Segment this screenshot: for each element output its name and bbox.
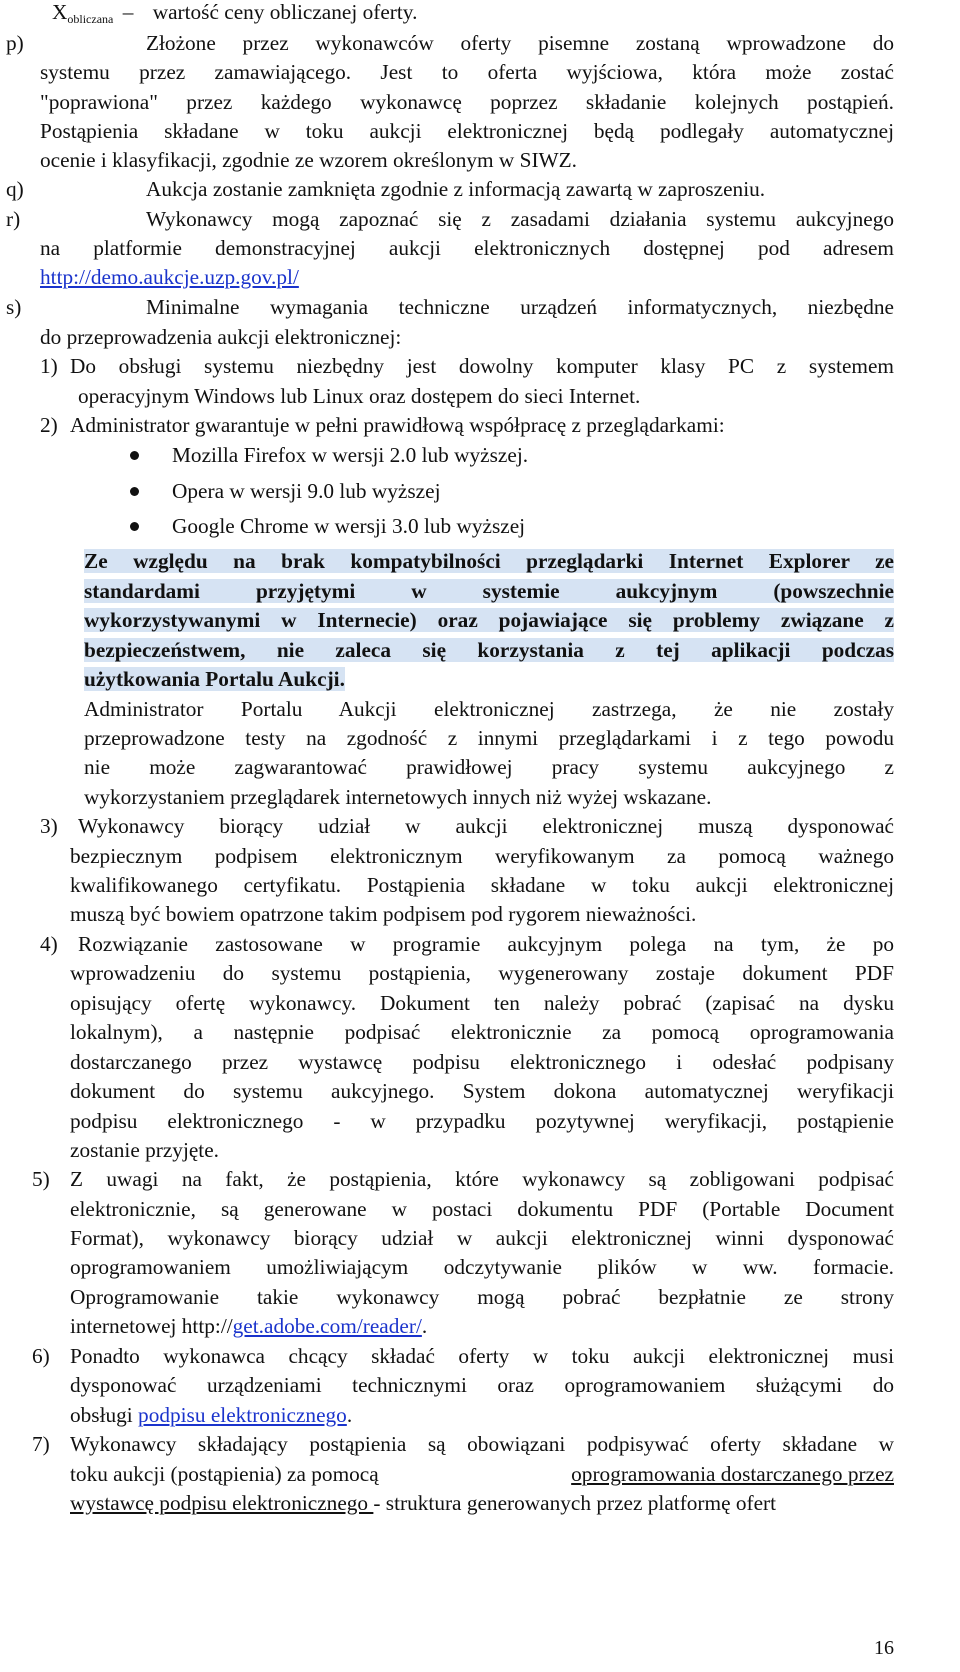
admin-note-line: przeprowadzone testy na zgodność z innymi przeglądarkami i z tego powodu — [84, 726, 894, 750]
adobe-reader-link[interactable]: get.adobe.com/reader/ — [232, 1314, 422, 1338]
item-r-marker: r) — [6, 207, 21, 231]
admin-note-line: wykorzystaniem przeglądarek internetowych innych niż wyżej wskazane. — [84, 785, 712, 809]
sub-item-5-line: Z uwagi na fakt, że postąpienia, które wykonawcy są zobligowani podpisać — [70, 1167, 894, 1191]
browser-item-opera: Opera w wersji 9.0 lub wyższej — [172, 479, 441, 503]
sub-item-5-last-line: internetowej http://get.adobe.com/reader/. — [70, 1314, 428, 1338]
sub-item-3-line: kwalifikowanego certyfikatu. Postąpienia składane w toku aukcji elektronicznej — [70, 873, 894, 897]
item-q-text: Aukcja zostanie zamknięta zgodnie z informacją zawartą w zaproszeniu. — [146, 177, 766, 201]
sub-item-4-line: zostanie przyjęte. — [70, 1138, 220, 1162]
item-p-line: "poprawiona" przez każdego wykonawcę poprzez składanie kolejnych postąpień. — [40, 90, 894, 114]
sub-item-5-line: Oprogramowanie takie wykonawcy mogą pobrać bezpłatnie ze strony — [70, 1285, 894, 1309]
page-number: 16 — [874, 1637, 894, 1659]
sub-item-6-marker: 6) — [32, 1344, 50, 1368]
item-r-line: na platformie demonstracyjnej aukcji elektronicznych dostępnej pod adresem — [40, 236, 894, 260]
sub-item-4-line: podpisu elektronicznego - w przypadku pozytywnej weryfikacji, postąpienie — [70, 1109, 894, 1133]
sub-item-1-line: operacyjnym Windows lub Linux oraz dostępem do sieci Internet. — [78, 384, 641, 408]
item-s-marker: s) — [6, 295, 22, 319]
sub-item-2-text: Administrator gwarantuje w pełni prawidłową współpracę z przeglądarkami: — [70, 413, 725, 437]
sub-item-4-line: dostarczanego przez wystawcę podpisu elektronicznego i odesłać podpisany — [70, 1050, 894, 1074]
sub-item-4-line: Rozwiązanie zastosowane w programie aukcyjnym polega na tym, że po — [78, 932, 894, 956]
item-q-marker: q) — [6, 177, 24, 201]
sub-item-6-line: Ponadto wykonawca chcący składać oferty w toku aukcji elektronicznej musi — [70, 1344, 894, 1368]
item-r-text: Wykonawcy mogą zapoznać się z zasadami działania systemu aukcyjnego — [146, 207, 894, 231]
item-p-line: ocenie i klasyfikacji, zgodnie ze wzorem określonym w SIWZ. — [40, 148, 577, 172]
sub-item-4-line: dokument do systemu aukcyjnego. System dokona automatycznej weryfikacji — [70, 1079, 894, 1103]
sub-item-3-marker: 3) — [40, 814, 58, 838]
sub-item-1-text: Do obsługi systemu niezbędny jest dowolny komputer klasy PC z systemem — [70, 354, 894, 378]
browser-item-firefox: Mozilla Firefox w wersji 2.0 lub wyższej. — [172, 443, 529, 467]
sub-item-4-line: opisujący ofertę wykonawcy. Dokument ten należy pobrać (zapisać na dysku — [70, 991, 894, 1015]
sub-item-6-last-line: obsługi podpisu elektronicznego. — [70, 1403, 353, 1427]
admin-note-line: Administrator Portalu Aukcji elektronicznej zastrzega, że nie zostały — [84, 697, 894, 721]
bullet-icon — [130, 522, 139, 531]
ie-warning-line: bezpieczeństwem, nie zaleca się korzystania z tej aplikacji podczas — [84, 638, 894, 662]
sub-item-7-line: toku aukcji (postąpienia) za pomocą oprogramowania dostarczanego przez — [70, 1462, 894, 1486]
sub-item-4-line: lokalnym), a następnie podpisać elektronicznie za pomocą oprogramowania — [70, 1020, 894, 1044]
ie-warning-line: wykorzystywanymi w Internecie) oraz pojawiające się problemy związane z — [84, 608, 894, 632]
sub-item-7-marker: 7) — [32, 1432, 50, 1456]
ie-warning-line: użytkowania Portalu Aukcji. — [84, 667, 345, 691]
sub-item-5-line: elektronicznie, są generowane w postaci dokumentu PDF (Portable Document — [70, 1197, 894, 1221]
browser-item-chrome: Google Chrome w wersji 3.0 lub wyższej — [172, 514, 526, 538]
sub-item-5-marker: 5) — [32, 1167, 50, 1191]
item-s-text: Minimalne wymagania techniczne urządzeń informatycznych, niezbędne — [146, 295, 894, 319]
sub-item-4-line: wprowadzeniu do systemu postąpienia, wygenerowany zostaje dokument PDF — [70, 961, 894, 985]
sub-item-5-line: Format), wykonawcy biorący udział w aukcji elektronicznej winni dysponować — [70, 1226, 894, 1250]
item-p-line: Postąpienia składane w toku aukcji elektronicznej będą podlegały automatycznej — [40, 119, 894, 143]
sub-item-2-marker: 2) — [40, 413, 58, 437]
formula-definition: $X_{obliczana}$ – wartość ceny obliczanej oferty. — [52, 0, 418, 26]
sub-item-7-line: Wykonawcy składający postąpienia są obowiązani podpisywać oferty składane w — [70, 1432, 894, 1456]
item-p-marker: p) — [6, 31, 24, 55]
sub-item-7-line: wystawcę podpisu elektronicznego - struktura generowanych przez platformę ofert — [70, 1491, 777, 1515]
ie-warning-line: standardami przyjętymi w systemie aukcyjnym (powszechnie — [84, 579, 894, 603]
sub-item-1-marker: 1) — [40, 354, 58, 378]
sub-item-6-line: dysponować urządzeniami technicznymi oraz oprogramowaniem służącymi do — [70, 1373, 894, 1397]
admin-note-line: nie może zagwarantować prawidłowej pracy systemu aukcyjnego z — [84, 755, 894, 779]
item-s-line: do przeprowadzenia aukcji elektronicznej: — [40, 325, 402, 349]
bullet-icon — [130, 487, 139, 496]
bullet-icon — [130, 451, 139, 460]
ie-warning-line: Ze względu na brak kompatybilności przeglądarki Internet Explorer ze — [84, 549, 894, 573]
item-p-text: Złożone przez wykonawców oferty pisemne zostaną wprowadzone do — [146, 31, 894, 55]
item-p-line: systemu przez zamawiającego. Jest to oferta wyjściowa, która może zostać — [40, 60, 894, 84]
sub-item-3-line: muszą być bowiem opatrzone takim podpisem pod rygorem nieważności. — [70, 902, 697, 926]
sub-item-3-line: Wykonawcy biorący udział w aukcji elektronicznej muszą dysponować — [78, 814, 894, 838]
sub-item-3-line: bezpiecznym podpisem elektronicznym weryfikowanym za pomocą ważnego — [70, 844, 894, 868]
sub-item-4-marker: 4) — [40, 932, 58, 956]
sub-item-5-line: oprogramowaniem umożliwiającym odczytywanie plików w ww. formacie. — [70, 1255, 894, 1279]
electronic-signature-link[interactable]: podpisu elektronicznego — [138, 1403, 347, 1427]
demo-platform-link[interactable]: http://demo.aukcje.uzp.gov.pl/ — [40, 265, 299, 289]
